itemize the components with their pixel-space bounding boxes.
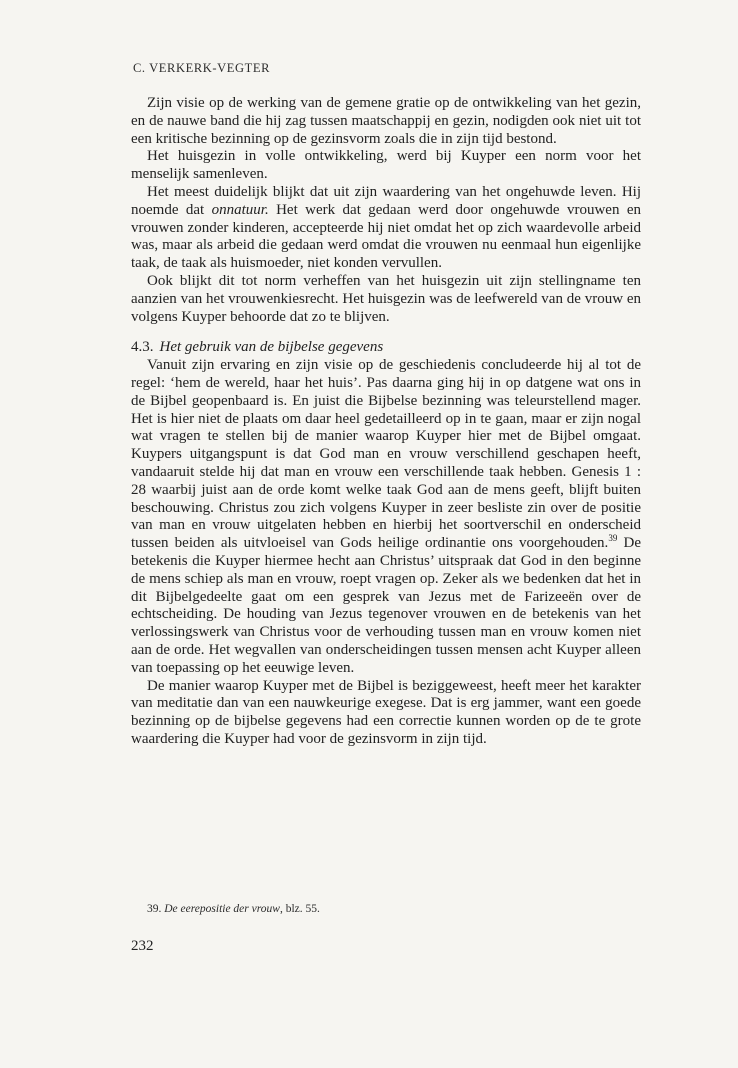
paragraph — [131, 184, 641, 273]
footnote — [147, 903, 320, 915]
paragraph: Het huisgezin in volle ontwikkeling, werd bij Kuyper een norm voor het menselijk samenleven. — [131, 148, 641, 183]
body-text — [131, 95, 641, 749]
paragraph-text: Vanuit zijn ervaring en zijn visie op de geschiedenis concludeerde hij al tot de regel: ‘hem de wereld, haar het huis’. Pas daarna ging hij in op datgene wat ons in de Bijbel geopenbaard is. En juist die Bijbelse bezinning was teleurstellend mager. Het is hier niet de plaats om daar heel gedetailleerd op in te gaan, maar er zijn nogal wat vragen te stellen bij de manier waarop Kuyper hier met de Bijbel omgaat. Kuypers uitgangspunt is dat God man en vrouw verschillend geschapen heeft, vandaaruit stelde hij dat man en vrouw een verschillende taak hebben. Genesis 1 : 28 waarbij juist aan de orde komt welke taak God aan de mens geeft, blijft buiten beschouwing. Christus zou zich volgens Kuyper in zeer besliste zin over de positie van man en vrouw uitgelaten hebben en hierbij het soortverschil en onderscheid tussen beiden als uitvloeisel van Gods heilige ordinantie ons voorgehouden. — [131, 357, 641, 552]
paragraph-text: Het meest duidelijk blijkt dat uit zijn waardering van het ongehuwde leven. Hij noemde dat — [131, 183, 641, 218]
section-title: Het gebruik van de bijbelse gegevens — [159, 339, 384, 356]
section-heading — [131, 339, 641, 357]
emphasis-onnatuur: onnatuur. — [211, 201, 269, 218]
page-number: 232 — [131, 938, 154, 954]
paragraph: Zijn visie op de werking van de gemene gratie op de ontwikkeling van het gezin, en de nauwe band die hij zag tussen maatschappij en gezin, nodigden ook niet uit tot een kritische bezinning op de gezinsvorm zoals die in zijn tijd bestond. — [131, 95, 641, 147]
paragraph: Ook blijkt dit tot norm verheffen van het huisgezin uit zijn stellingname ten aanzien van het vrouwenkiesrecht. Het huisgezin was de leefwereld van de vrouw en volgens Kuyper behoorde dat zo te blijven. — [131, 272, 641, 325]
running-head: C. VERKERK-VEGTER — [133, 61, 271, 75]
footnote-reference: 39 — [608, 533, 618, 544]
footnote-rest: , blz. 55. — [279, 903, 320, 915]
paragraph — [131, 357, 641, 677]
section-number: 4.3. — [131, 339, 154, 356]
footnote-number: 39. — [147, 903, 162, 915]
paragraph: De manier waarop Kuyper met de Bijbel is beziggeweest, heeft meer het karakter van meditatie dan van een nauwkeurige exegese. Dat is erg jammer, want een goede bezinning op de bijbelse gegevens had een correctie kunnen worden op de te grote waardering die Kuyper had voor de gezinsvorm in zijn tijd. — [131, 677, 641, 747]
paragraph-text: De betekenis die Kuyper hiermee hecht aan Christus’ uitspraak dat God in den beginne de mens schiep als man en vrouw, roept vragen op. Zeker als we bedenken dat het in dit Bijbelgedeelte gaat om een gesprek van Jezus met de Farizeeën over de echtscheiding. De houding van Jezus tegenover vrouwen en de betekenis van het verlossingswerk van Christus voor de verhouding tussen man en vrouw komen niet aan de orde. Het wegvallen van onderscheidingen tussen mensen acht Kuyper alleen van toepassing op het eeuwige leven. — [131, 535, 641, 676]
paragraph-text: Het werk dat gedaan werd door ongehuwde vrouwen en vrouwen zonder kinderen, accepteerde hij niet omdat het op zich waardevolle arbeid was, maar als arbeid die gedaan werd omdat die vrouwen nu eenmaal hun eigenlijke taak, de taak als huismoeder, niet konden vervullen. — [131, 201, 641, 272]
footnote-source: De eerepositie der vrouw — [164, 903, 280, 915]
